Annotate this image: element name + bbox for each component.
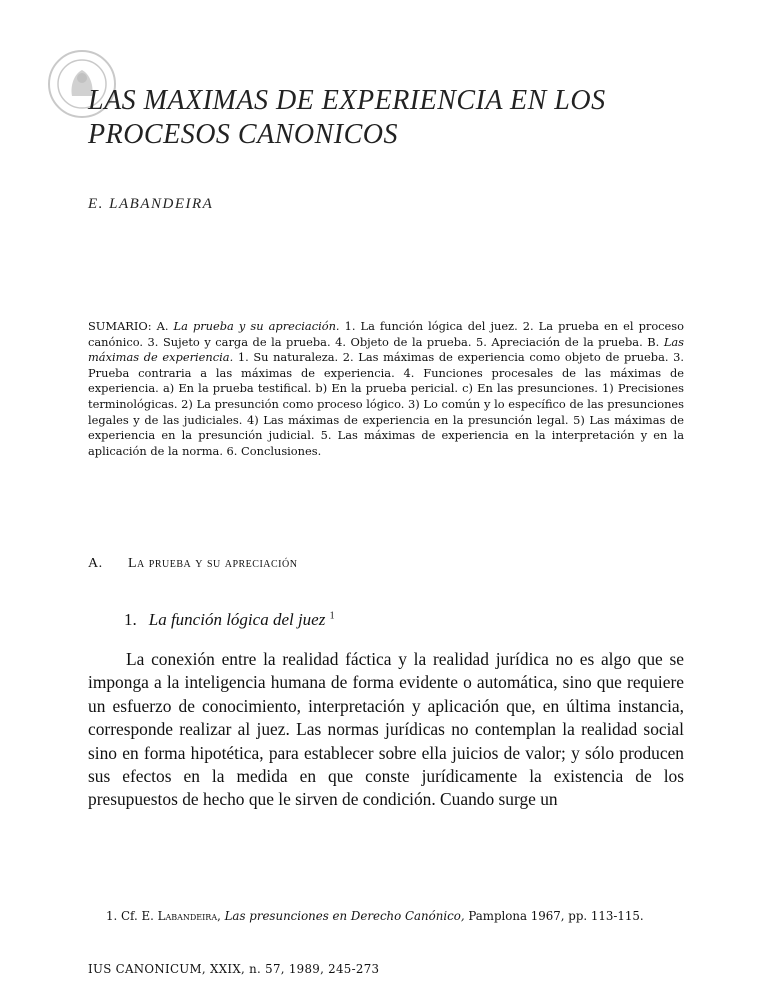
section-letter: A.	[88, 556, 103, 571]
summary-label: SUMARIO:	[88, 319, 152, 333]
subsection-heading	[124, 610, 335, 630]
footnote-prefix: Cf. E.	[121, 909, 154, 923]
title-line-2: PROCESOS CANONICOS	[88, 119, 398, 150]
subsection-title: La función lógica del juez	[148, 610, 326, 629]
journal-citation: IUS CANONICUM, XXIX, n. 57, 1989, 245-273	[88, 962, 380, 976]
section-title: La prueba y su apreciación	[128, 556, 298, 571]
summary-part-a-title: La prueba y su apreciación.	[173, 319, 340, 333]
summary-block	[88, 319, 684, 459]
footnote-author: Labandeira,	[157, 909, 221, 923]
section-heading	[88, 556, 297, 572]
footnote-number: 1.	[106, 909, 118, 923]
footnote-reference: 1	[329, 610, 335, 622]
title-line-1: LAS MAXIMAS DE EXPERIENCIA EN LOS	[88, 85, 606, 116]
summary-part-b-items: 1. Su naturaleza. 2. Las máximas de experiencia como objeto de prueba. 3. Prueba contraria a las máximas de experiencia. 4. Funciones procesales de las máximas de experiencia. a) En la prueba testifical. b) En la prueba pericial. c) En las presunciones. 1) Precisiones terminológicas. 2) La presunción como proceso lógico. 3) Lo común y lo específico de las presunciones legales y de las judiciales. 4) Las máximas de experiencia en la presunción legal. 5) Las máximas de experiencia en la presunción judicial. 5. Las máximas de experiencia en la interpretación y en la aplicación de la norma. 6. Conclusiones.	[88, 350, 685, 458]
summary-part-b-title: Las máximas de experiencia.	[88, 334, 685, 365]
summary-part-a-letter: A.	[156, 319, 169, 333]
summary-part-a-items: 1. La función lógica del juez. 2. La prueba en el proceso canónico. 3. Sujeto y carga de la prueba. 4. Objeto de la prueba. 5. Apreciación de la prueba.	[88, 319, 685, 349]
footnote	[88, 908, 684, 925]
author-name: E. LABANDEIRA	[88, 196, 214, 212]
body-paragraph: La conexión entre la realidad fáctica y la realidad jurídica no es algo que se imponga a la inteligencia humana de forma evidente o automática, sino que requiere un esfuerzo de conocimiento, interpretación y aplicación que, en última instancia, corresponde realizar al juez. Las normas jurídicas no contemplan la realidad social sino en forma hipotética, para establecer sobre ella juicios de valor; y sólo producen sus efectos en la medida en que conste jurídicamente la existencia de los presupuestos de hecho que le sirven de condición. Cuando surge un	[88, 649, 684, 810]
footnote-rest: Pamplona 1967, pp. 113-115.	[468, 909, 644, 923]
summary-part-b-letter: B.	[647, 334, 660, 349]
subsection-number: 1.	[124, 610, 137, 629]
footnote-work: Las presunciones en Derecho Canónico,	[224, 909, 465, 923]
article-title	[88, 84, 688, 152]
